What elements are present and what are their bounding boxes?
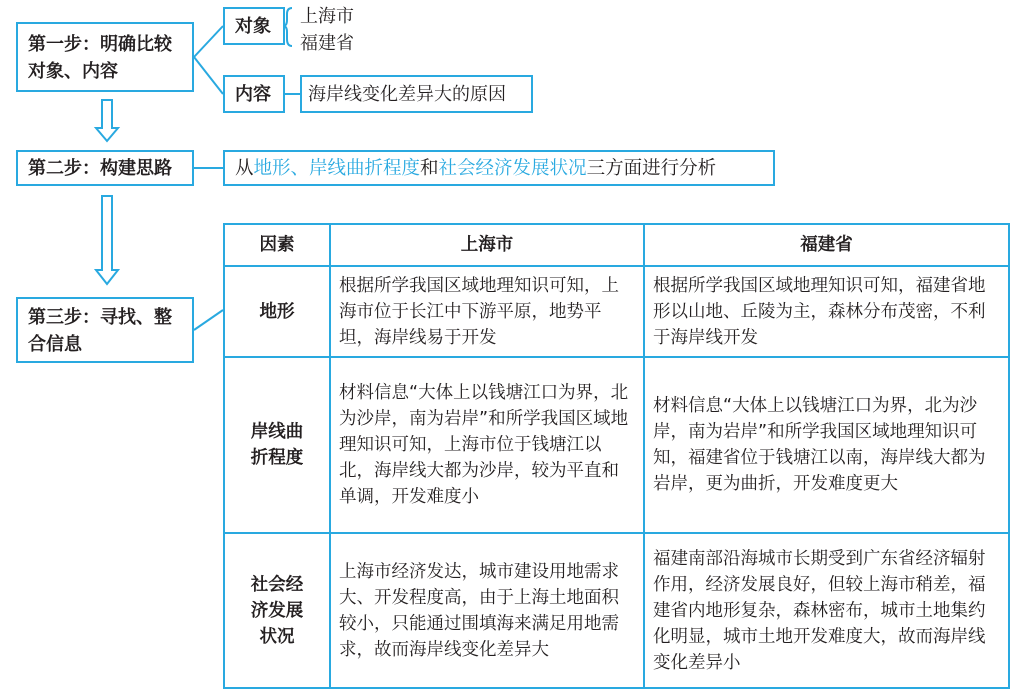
content-label: 内容 bbox=[223, 75, 285, 113]
step2-box: 第二步：构建思路 bbox=[16, 150, 194, 186]
factor-cell bbox=[224, 533, 330, 688]
table-row bbox=[224, 266, 1009, 357]
thinking-prefix: 从 bbox=[235, 158, 254, 179]
objects-list bbox=[300, 3, 354, 57]
table-header-row bbox=[224, 224, 1009, 266]
step1-box bbox=[16, 22, 194, 92]
content-value: 海岸线变化差异大的原因 bbox=[300, 75, 533, 113]
table-row bbox=[224, 533, 1009, 688]
fujian-cell: 材料信息“大体上以钱塘江口为界，北为沙岸，南为岩岸”和所学我国区域地理知识可知，福建省位于钱塘江以南，海岸线大都为岩岸，更为曲折，开发难度更大 bbox=[644, 357, 1009, 533]
factor-line: 岸线曲 bbox=[250, 422, 304, 442]
object-item: 上海市 bbox=[300, 6, 354, 27]
header-factor: 因素 bbox=[224, 224, 330, 266]
step3-box bbox=[16, 297, 194, 363]
factor-line: 折程度 bbox=[250, 448, 304, 468]
thinking-suffix: 三方面进行分析 bbox=[586, 158, 717, 179]
header-shanghai: 上海市 bbox=[330, 224, 644, 266]
step1-label-line1: 第一步：明确比较 bbox=[28, 34, 172, 55]
factor-cell: 地形 bbox=[224, 266, 330, 357]
table-row bbox=[224, 357, 1009, 533]
step3-label-line2: 合信息 bbox=[28, 334, 82, 355]
step1-label-line2: 对象、内容 bbox=[28, 61, 118, 82]
step3-label-line1: 第三步：寻找、整 bbox=[28, 307, 172, 328]
thinking-highlight-1: 地形、岸线曲折程度 bbox=[253, 158, 421, 179]
objects-label: 对象 bbox=[223, 7, 285, 45]
fujian-cell: 根据所学我国区域地理知识可知，福建省地形以山地、丘陵为主，森林分布茂密，不利于海岸线开发 bbox=[644, 266, 1009, 357]
factor-line: 社会经 bbox=[250, 574, 304, 595]
factor-cell bbox=[224, 357, 330, 533]
fujian-cell: 福建南部沿海城市长期受到广东省经济辐射作用，经济发展良好，但较上海市稍差，福建省内地形复杂，森林密布，城市土地集约化明显，城市土地开发难度大，故而海岸线变化差异小 bbox=[644, 533, 1009, 688]
comparison-table bbox=[223, 223, 1010, 689]
header-fujian: 福建省 bbox=[644, 224, 1009, 266]
factor-line: 状况 bbox=[259, 626, 295, 647]
factor-line: 济发展 bbox=[250, 600, 304, 621]
thinking-mid: 和 bbox=[420, 158, 439, 179]
shanghai-cell: 上海市经济发达，城市建设用地需求大、开发程度高，由于上海土地面积较小，只能通过围填海来满足用地需求，故而海岸线变化差异大 bbox=[330, 533, 644, 688]
thinking-box bbox=[223, 150, 775, 186]
thinking-highlight-2: 社会经济发展状况 bbox=[438, 158, 587, 179]
down-arrow-icon bbox=[96, 196, 118, 284]
object-item: 福建省 bbox=[300, 33, 354, 54]
down-arrow-icon bbox=[96, 100, 118, 141]
shanghai-cell: 材料信息“大体上以钱塘江口为界，北为沙岸，南为岩岸”和所学我国区域地理知识可知，上海市位于钱塘江以北，海岸线大都为沙岸，较为平直和单调，开发难度小 bbox=[330, 357, 644, 533]
shanghai-cell: 根据所学我国区域地理知识可知，上海市位于长江中下游平原，地势平坦，海岸线易于开发 bbox=[330, 266, 644, 357]
